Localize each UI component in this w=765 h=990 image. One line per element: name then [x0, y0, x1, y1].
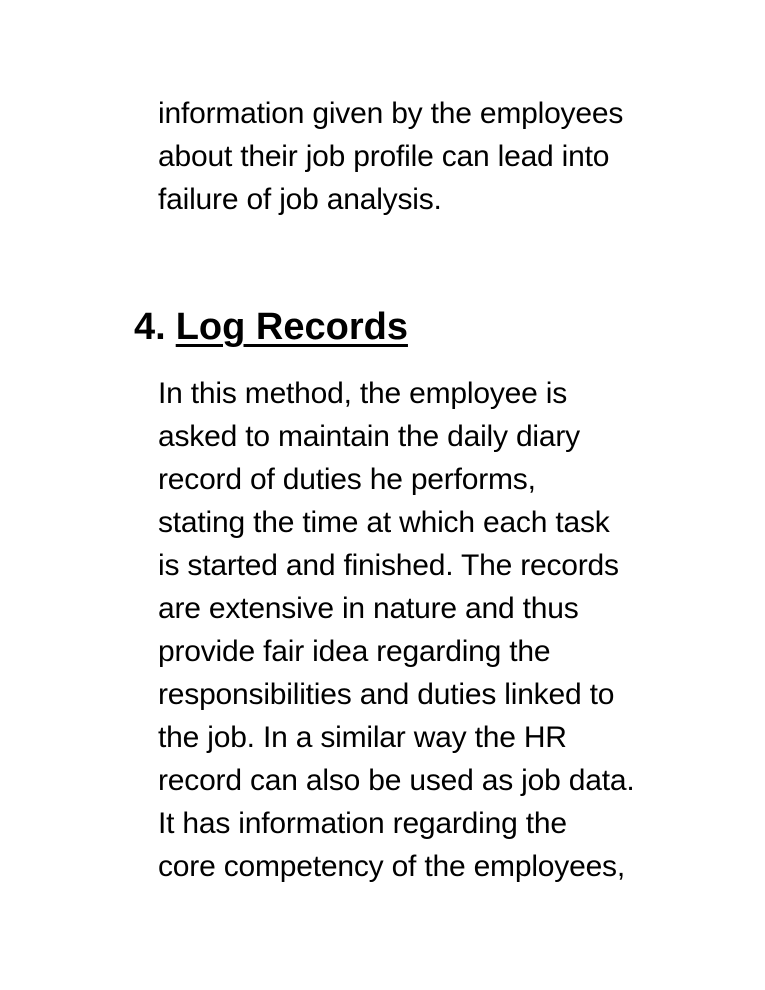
body-text-line: responsibilities and duties linked to — [158, 678, 615, 711]
section-heading — [134, 302, 408, 352]
body-text-line: record can also be used as job data. — [158, 764, 635, 797]
body-text-line: are extensive in nature and thus — [158, 592, 579, 625]
body-text-line: record of duties he performs, — [158, 463, 536, 496]
intro-text-line: about their job profile can lead into — [158, 140, 610, 173]
body-text-line: stating the time at which each task — [158, 506, 610, 539]
body-text-line: is started and finished. The records — [158, 549, 619, 582]
body-text-line: In this method, the employee is — [158, 377, 568, 410]
section-title: Log Records — [175, 306, 408, 348]
body-text-line: provide fair idea regarding the — [158, 635, 551, 668]
body-text-line: It has information regarding the — [158, 807, 567, 840]
body-text-line: core competency of the employees, — [158, 850, 625, 883]
section-number: 4. — [134, 306, 166, 348]
body-text-line: asked to maintain the daily diary — [158, 420, 580, 453]
body-text-line: the job. In a similar way the HR — [158, 721, 567, 754]
intro-text-line: failure of job analysis. — [158, 183, 442, 216]
intro-text-line: information given by the employees — [158, 97, 624, 130]
